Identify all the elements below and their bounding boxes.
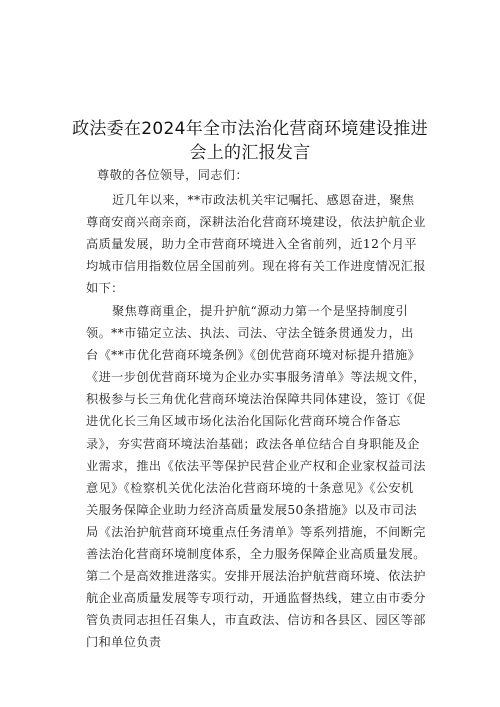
paragraph-text: 聚焦尊商重企，提升护航“源动力第一个是坚持制度引领。**市锚定立法、执法、司法、守法全链条贯通发力，出台《**市优化营商环境条例》《创优营商环境对标提升措施》《进一步创优营商环境为企业办实事服务清单》等法规文件，积极参与长三角优化营商环境法治保障共同体建设，签订《促进优化长三角区域市场化法治化国际化营商环境合作备忘录》，夯实营商环境法治基础；政法各单位结合自身职能及企业需求，推出《依法平等保护民营企业产权和企业家权益司法意见》《检察机关优化法治化营商环境的十条意见》《公安机关服务保障企业助力经济高质量发展50条措施》以及市司法局《法治护航营商环境重点任务清单》等系列措施，不间断完善法治化营商环境制度体系，全力服务保障企业高质量发展。第二个是高效推进落实。安排开展法治护航营商环境、依法护航企业高质量发展等专项行动，开通监督热线，建立由市委分管负责同志担任召集人，市直政法、信访和各县区、园区等部门和单位负责 [86,304,426,650]
paragraph-text: 近几年以来，**市政法机关牢记嘱托、感恩奋进，聚焦尊商安商兴商亲商，深耕法治化营商环境建设，依法护航企业高质量发展，助力全市营商环境进入全省前列，近12个月平均城市信用指数位居全国前列。现在将有关工作进度情况汇报如下： [86,193,426,296]
document-title-line-1: 政法委在2024年全市法治化营商环境建设推进 [72,119,428,139]
paragraph-main [86,300,426,654]
paragraph-intro [86,189,426,299]
greeting: 尊敬的各位领导，同志们： [97,168,249,182]
document-title-line-2: 会上的汇报发言 [189,143,311,163]
